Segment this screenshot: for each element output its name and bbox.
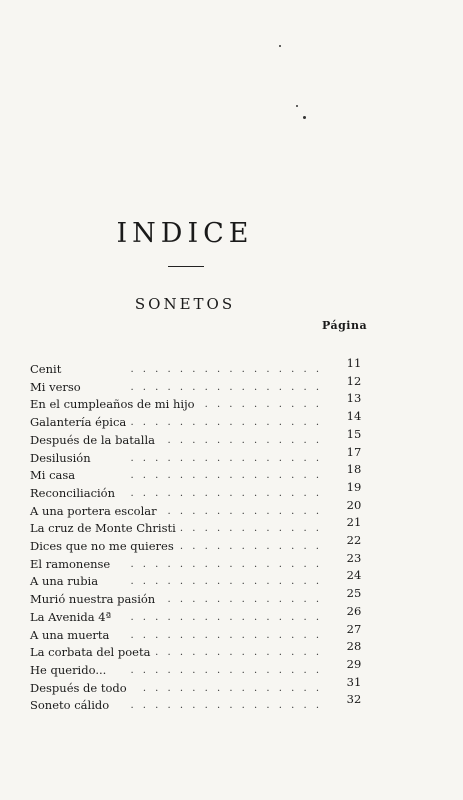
toc-entry <box>30 586 362 610</box>
toc-entry-title: A una muerta <box>30 627 110 642</box>
toc-entry <box>30 621 362 646</box>
toc-entry-title: Galantería épica <box>30 415 127 430</box>
toc-entry-page: 23 <box>346 550 362 565</box>
title-divider <box>168 266 204 267</box>
toc-leader-dots: . . . . . . . . . . . . . . . . <box>130 629 322 641</box>
toc-entry-page: 12 <box>346 373 362 388</box>
toc-entry-page: 15 <box>346 426 362 441</box>
toc-entry <box>30 656 362 681</box>
toc-entry <box>30 497 362 522</box>
toc-entry <box>30 568 362 592</box>
toc-entry <box>30 479 362 504</box>
toc-entry-page: 21 <box>346 515 362 530</box>
toc-entry-page: 26 <box>346 603 362 618</box>
toc-entry-title: He querido... <box>30 662 107 677</box>
toc-leader-dots: . . . . . . . . . . . . . . . . <box>130 558 322 570</box>
toc-entry <box>30 515 362 539</box>
toc-entry-page: 22 <box>346 533 362 547</box>
toc-leader-dots: . . . . . . . . . . . . . . . . <box>130 470 322 482</box>
toc-entry <box>30 373 362 398</box>
ink-speck <box>303 116 306 119</box>
toc-entry <box>30 444 362 469</box>
toc-leader-dots: . . . . . . . . . . . . <box>179 523 322 535</box>
toc-entry-page: 29 <box>346 656 362 671</box>
toc-leader-dots: . . . . . . . . . . . . . . . . <box>130 487 322 499</box>
toc-leader-dots: . . . . . . . . . . . . . <box>167 505 322 517</box>
toc-entry <box>30 409 362 433</box>
toc-leader-dots: . . . . . . . . . . . . . . . . <box>130 452 322 464</box>
toc-entry-page: 32 <box>346 692 362 707</box>
toc-entry-title: Reconciliación <box>30 485 116 500</box>
toc-entry <box>30 603 362 628</box>
toc-entry <box>30 426 362 451</box>
toc-entry-title: Desilusión <box>30 450 91 465</box>
toc-entry-title: Murió nuestra pasión <box>30 592 156 607</box>
toc-entry-page: 13 <box>346 391 362 406</box>
toc-leader-dots: . . . . . . . . . . . . . <box>167 594 322 606</box>
toc-entry-title: El ramonense <box>30 556 111 571</box>
toc-leader-dots: . . . . . . . . . . . . . <box>167 434 322 446</box>
toc-leader-dots: . . . . . . . . . . . . . . . . <box>130 576 322 588</box>
toc-entry-page: 28 <box>346 639 362 654</box>
toc-entry-title: Mi casa <box>30 468 76 483</box>
toc-leader-dots: . . . . . . . . . . . . . . . . <box>130 664 322 676</box>
toc-entry-title: En el cumpleaños de mi hijo <box>30 397 195 412</box>
toc-entry-page: 20 <box>346 497 362 512</box>
toc-entry-title: La Avenida 4ª <box>30 609 112 624</box>
toc-leader-dots: . . . . . . . . . . <box>204 399 322 411</box>
toc-entry <box>30 639 362 663</box>
toc-entry-title: La corbata del poeta <box>30 645 151 660</box>
toc-entry-title: Dices que no me quieres <box>30 539 174 553</box>
toc-entry-page: 27 <box>346 621 362 636</box>
toc-leader-dots: . . . . . . . . . . . . . . . . <box>130 611 322 623</box>
toc-entry <box>30 356 362 380</box>
toc-entry-page: 14 <box>346 409 362 424</box>
index-title: INDICE <box>116 218 254 249</box>
toc-leader-dots: . . . . . . . . . . . . . . . . <box>130 417 322 429</box>
toc-entry <box>30 462 362 486</box>
toc-entry-page: 25 <box>346 586 362 601</box>
toc-leader-dots: . . . . . . . . . . . . . . . . <box>130 381 322 393</box>
toc-entry <box>30 550 362 575</box>
ink-speck <box>279 45 281 47</box>
toc-entry-title: Soneto cálido <box>30 698 110 713</box>
toc-entry-title: La cruz de Monte Christi <box>30 521 176 536</box>
toc-entry-page: 24 <box>346 568 362 583</box>
toc-leader-dots: . . . . . . . . . . . . <box>179 541 322 552</box>
toc-entry-title: Después de todo <box>30 680 127 695</box>
toc-entry <box>30 674 362 699</box>
ink-speck <box>296 105 298 107</box>
toc-entry <box>30 692 362 716</box>
toc-entry-page: 19 <box>346 479 362 494</box>
toc-entry-page: 18 <box>346 462 362 477</box>
toc-entry-title: A una portera escolar <box>30 503 157 518</box>
toc-entry-title: Después de la batalla <box>30 432 155 447</box>
toc-entry-title: A una rubia <box>30 574 99 589</box>
page-column-label: Página <box>322 319 368 332</box>
toc-entry-page: 31 <box>346 674 362 689</box>
toc-leader-dots: . . . . . . . . . . . . . . . . <box>130 700 322 712</box>
toc-entry-page: 17 <box>346 444 362 459</box>
section-title: SONETOS <box>134 295 236 313</box>
toc-entry <box>30 533 362 557</box>
toc-entry-page: 11 <box>346 356 362 370</box>
toc-entry <box>30 391 362 415</box>
toc-leader-dots: . . . . . . . . . . . . . . <box>155 647 322 659</box>
toc-entry-title: Cenit <box>30 362 62 376</box>
toc-leader-dots: . . . . . . . . . . . . . . . <box>142 682 322 694</box>
toc-entry-title: Mi verso <box>30 379 81 394</box>
toc-leader-dots: . . . . . . . . . . . . . . . . <box>130 364 322 375</box>
